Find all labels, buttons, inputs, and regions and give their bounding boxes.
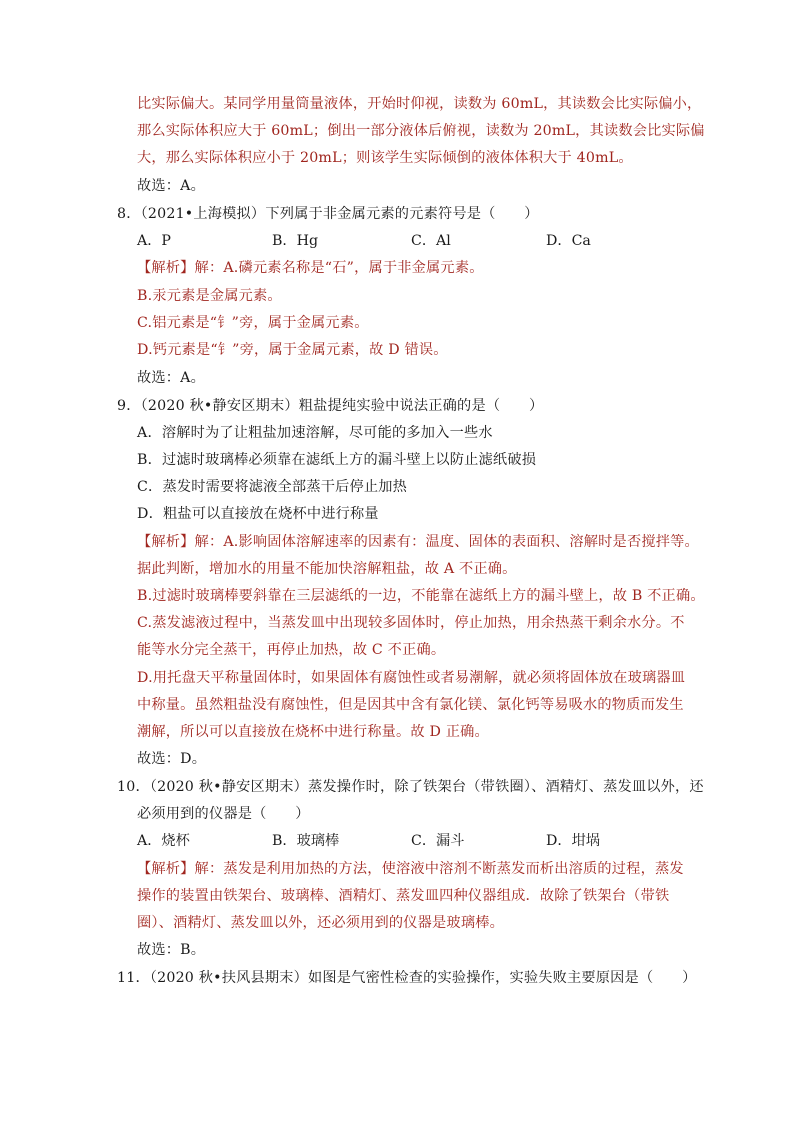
analysis-line: C.蒸发滤液过程中，当蒸发皿中出现较多固体时，停止加热，用余热蒸干剩余水分。不	[137, 615, 685, 631]
answer-line: 故选：D。	[137, 751, 207, 767]
analysis-line: C.铝元素是“钅”旁，属于金属元素。	[137, 315, 369, 331]
option-d: D．坩埚	[546, 833, 600, 849]
analysis-line: 大，那么实际体积应小于 20mL；则该学生实际倾倒的液体体积大于 40mL。	[137, 150, 633, 166]
question-10-stem: 10．（2020 秋•静安区期末）蒸发操作时，除了铁架台（带铁圈）、酒精灯、蒸发皿以外，还	[117, 779, 704, 795]
question-9-stem: 9．（2020 秋•静安区期末）粗盐提纯实验中说法正确的是（ ）	[117, 398, 544, 414]
analysis-line: 据此判断，增加水的用量不能加快溶解粗盐，故 A 不正确。	[137, 561, 517, 577]
analysis-line: 能等水分完全蒸干，再停止加热，故 C 不正确。	[137, 642, 446, 658]
option-c: C．Al	[411, 233, 451, 249]
analysis-line: 比实际偏大。某同学用量筒量液体，开始时仰视，读数为 60mL，其读数会比实际偏小，	[137, 96, 702, 112]
option-d: D．粗盐可以直接放在烧杯中进行称量	[137, 506, 379, 522]
option-a: A．溶解时为了让粗盐加速溶解，尽可能的多加入一些水	[137, 425, 493, 441]
question-8-stem: 8．（2021•上海模拟）下列属于非金属元素的元素符号是（ ）	[117, 206, 539, 222]
answer-line: 故选：A。	[137, 370, 205, 386]
analysis-line: 【解析】解：A.磷元素名称是“石”，属于非金属元素。	[137, 260, 484, 276]
analysis-line: 【解析】解：蒸发是利用加热的方法，使溶液中溶剂不断蒸发而析出溶质的过程，蒸发	[137, 861, 684, 877]
analysis-line: B.过滤时玻璃棒要斜靠在三层滤纸的一边，不能靠在滤纸上方的漏斗壁上，故 B 不正确。	[137, 588, 705, 604]
option-b: B．Hg	[272, 233, 319, 249]
analysis-line: 【解析】解：A.影响固体溶解速率的因素有：温度、固体的表面积、溶解时是否搅拌等。	[137, 534, 699, 550]
option-a: A．P	[137, 233, 171, 249]
analysis-line: B.汞元素是金属元素。	[137, 288, 282, 304]
analysis-line: 中称量。虽然粗盐没有腐蚀性，但是因其中含有氯化镁、氯化钙等易吸水的物质而发生	[137, 697, 684, 713]
option-b: B．玻璃棒	[272, 833, 340, 849]
option-a: A．烧杯	[137, 833, 190, 849]
analysis-line: 圈）、酒精灯、蒸发皿以外，还必须用到的仪器是玻璃棒。	[137, 915, 504, 931]
question-11-stem: 11．（2020 秋•扶风县期末）如图是气密性检查的实验操作，实验失败主要原因是（ ）	[117, 970, 697, 986]
question-10-stem-cont: 必须用到的仪器是（ ）	[137, 806, 310, 822]
analysis-line: D.用托盘天平称量固体时，如果固体有腐蚀性或者易潮解，就必须将固体放在玻璃器皿	[137, 670, 686, 686]
analysis-line: 潮解，所以可以直接放在烧杯中进行称量。故 D 正确。	[137, 724, 489, 740]
answer-line: 故选：A。	[137, 178, 205, 194]
option-c: C．漏斗	[411, 833, 465, 849]
analysis-line: 那么实际体积应大于 60mL；倒出一部分液体后俯视，读数为 20mL，其读数会比实际偏	[137, 123, 705, 139]
option-d: D．Ca	[546, 233, 591, 249]
analysis-line: D.钙元素是“钅”旁，属于金属元素，故 D 错误。	[137, 342, 448, 358]
option-b: B．过滤时玻璃棒必须靠在滤纸上方的漏斗壁上以防止滤纸破损	[137, 452, 537, 468]
option-c: C．蒸发时需要将滤液全部蒸干后停止加热	[137, 479, 408, 495]
answer-line: 故选：B。	[137, 942, 206, 958]
analysis-line: 操作的装置由铁架台、玻璃棒、酒精灯、蒸发皿四种仪器组成．故除了铁架台（带铁	[137, 888, 670, 904]
